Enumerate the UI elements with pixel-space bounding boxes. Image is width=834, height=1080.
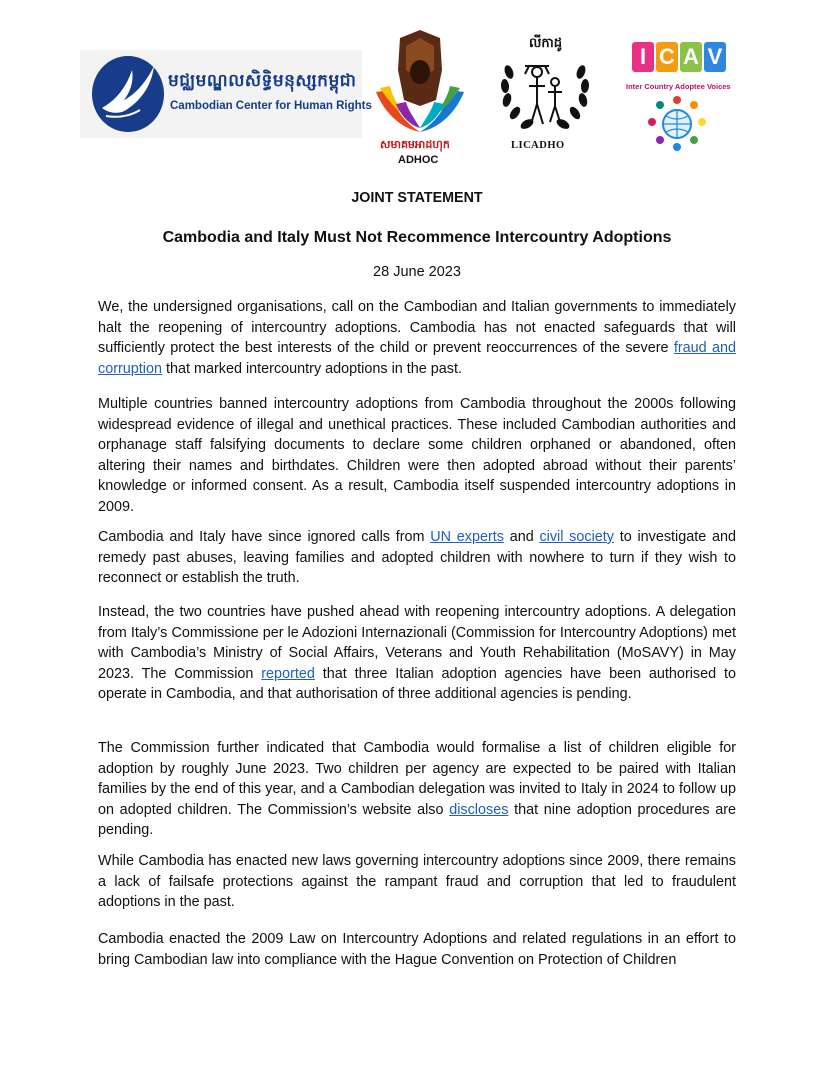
discloses-link[interactable]: discloses xyxy=(449,801,509,818)
paragraph-text: that marked intercountry adoptions in the past. xyxy=(162,360,462,377)
paragraph-text: Instead, the two countries have pushed ahead with reopening intercountry adoptions. A delegation from Italy’s Commissione per le Adozioni Internazionali (Commission for Intercountry Adoptions) met with Cambodia’s Ministry of Social Affairs, Veterans and Youth Rehabilitation (MoSAVY) in May 2023. The Commission xyxy=(98,604,736,682)
paragraph xyxy=(98,297,736,379)
icav-tagline: Inter Country Adoptee Voices xyxy=(626,82,731,91)
icav-letter: I xyxy=(632,42,654,72)
paragraph xyxy=(98,527,736,589)
adhoc-logo xyxy=(370,30,470,170)
licadho-name: LICADHO xyxy=(511,140,565,151)
adhoc-khmer-name: សមាគមអាដហុក xyxy=(380,139,450,151)
adhoc-emblem-icon xyxy=(370,30,470,138)
icav-letter: C xyxy=(656,42,678,72)
icav-logo xyxy=(620,40,740,152)
paragraph-text: to investigate and remedy past abuses, leaving families and adopted children with nowhere to turn if they wish to reconnect or establish the truth. xyxy=(98,529,736,587)
paragraph xyxy=(98,738,736,841)
licadho-logo xyxy=(495,32,595,157)
paragraph: Cambodia enacted the 2009 Law on Intercountry Adoptions and related regulations in an effort to bring Cambodian law into compliance with the Hague Convention on Protection of Children xyxy=(98,931,736,968)
statement-date: 28 June 2023 xyxy=(373,264,461,280)
adhoc-name: ADHOC xyxy=(398,154,439,166)
statement-title: Cambodia and Italy Must Not Recommence Intercountry Adoptions xyxy=(162,229,672,246)
globe-people-icon xyxy=(642,92,712,152)
paragraph-text: that nine adoption procedures are pending. xyxy=(98,801,737,839)
dove-emblem-icon xyxy=(92,56,164,132)
laurel-figures-icon xyxy=(495,32,595,137)
paragraph-text: Cambodia and Italy have since ignored calls from xyxy=(98,529,431,545)
paragraph-text: and xyxy=(503,529,540,545)
paragraph-text: We, the undersigned organisations, call on the Cambodian and Italian governments to immediately halt the reopening of intercountry adoptions. Cambodia has not enacted safeguards that will sufficiently protect the best interests of the child or prevent reoccurrences of the severe xyxy=(98,299,736,357)
cchr-logo xyxy=(80,50,372,138)
fraud-and-corruption-link[interactable]: fraud and corruption xyxy=(98,340,736,377)
icav-letters xyxy=(632,42,726,72)
paragraph: Multiple countries banned intercountry adoptions from Cambodia throughout the 2000s following widespread evidence of illegal and unethical practices. These included Cambodian authorities and orphanage staff falsifying documents to declare some children orphaned or abandoned, often altering their names and birthdates. Children were then adopted abroad without their parents’ knowledge or informed consent. As a result, Cambodia itself suspended intercountry adoptions in 2009. xyxy=(98,396,736,515)
paragraph-text: The Commission further indicated that Cambodia would formalise a list of children eligible for adoption by roughly June 2023. Two children per agency are expected to be paired with Italian families by the end of this year, and a Cambodian delegation was invited to Italy in 2024 to follow up on adopted children. The Commission’s website also xyxy=(98,740,736,818)
paragraph-text: that three Italian adoption agencies have been authorised to operate in Cambodia, and that authorisation of three additional agencies is pending. xyxy=(98,665,736,703)
licadho-khmer-name: លីកាដូ xyxy=(529,35,563,50)
un-experts-link[interactable]: UN experts xyxy=(430,529,504,545)
paragraph xyxy=(98,602,736,705)
reported-link[interactable]: reported xyxy=(261,665,315,682)
icav-letter: A xyxy=(680,42,702,72)
partner-logos xyxy=(0,0,834,175)
civil-society-link[interactable]: civil society xyxy=(539,529,614,545)
cchr-name: Cambodian Center for Human Rights xyxy=(170,100,372,112)
icav-letter: V xyxy=(704,42,726,72)
cchr-khmer-name: មជ្ឈមណ្ឌលសិទ្ធិមនុស្សកម្ពុជា xyxy=(168,71,357,90)
statement-heading: JOINT STATEMENT xyxy=(351,190,483,206)
paragraph: While Cambodia has enacted new laws governing intercountry adoptions since 2009, there remains a lack of failsafe protections against the rampant fraud and corruption that led to fraudulent adoptions in the past. xyxy=(98,853,736,911)
